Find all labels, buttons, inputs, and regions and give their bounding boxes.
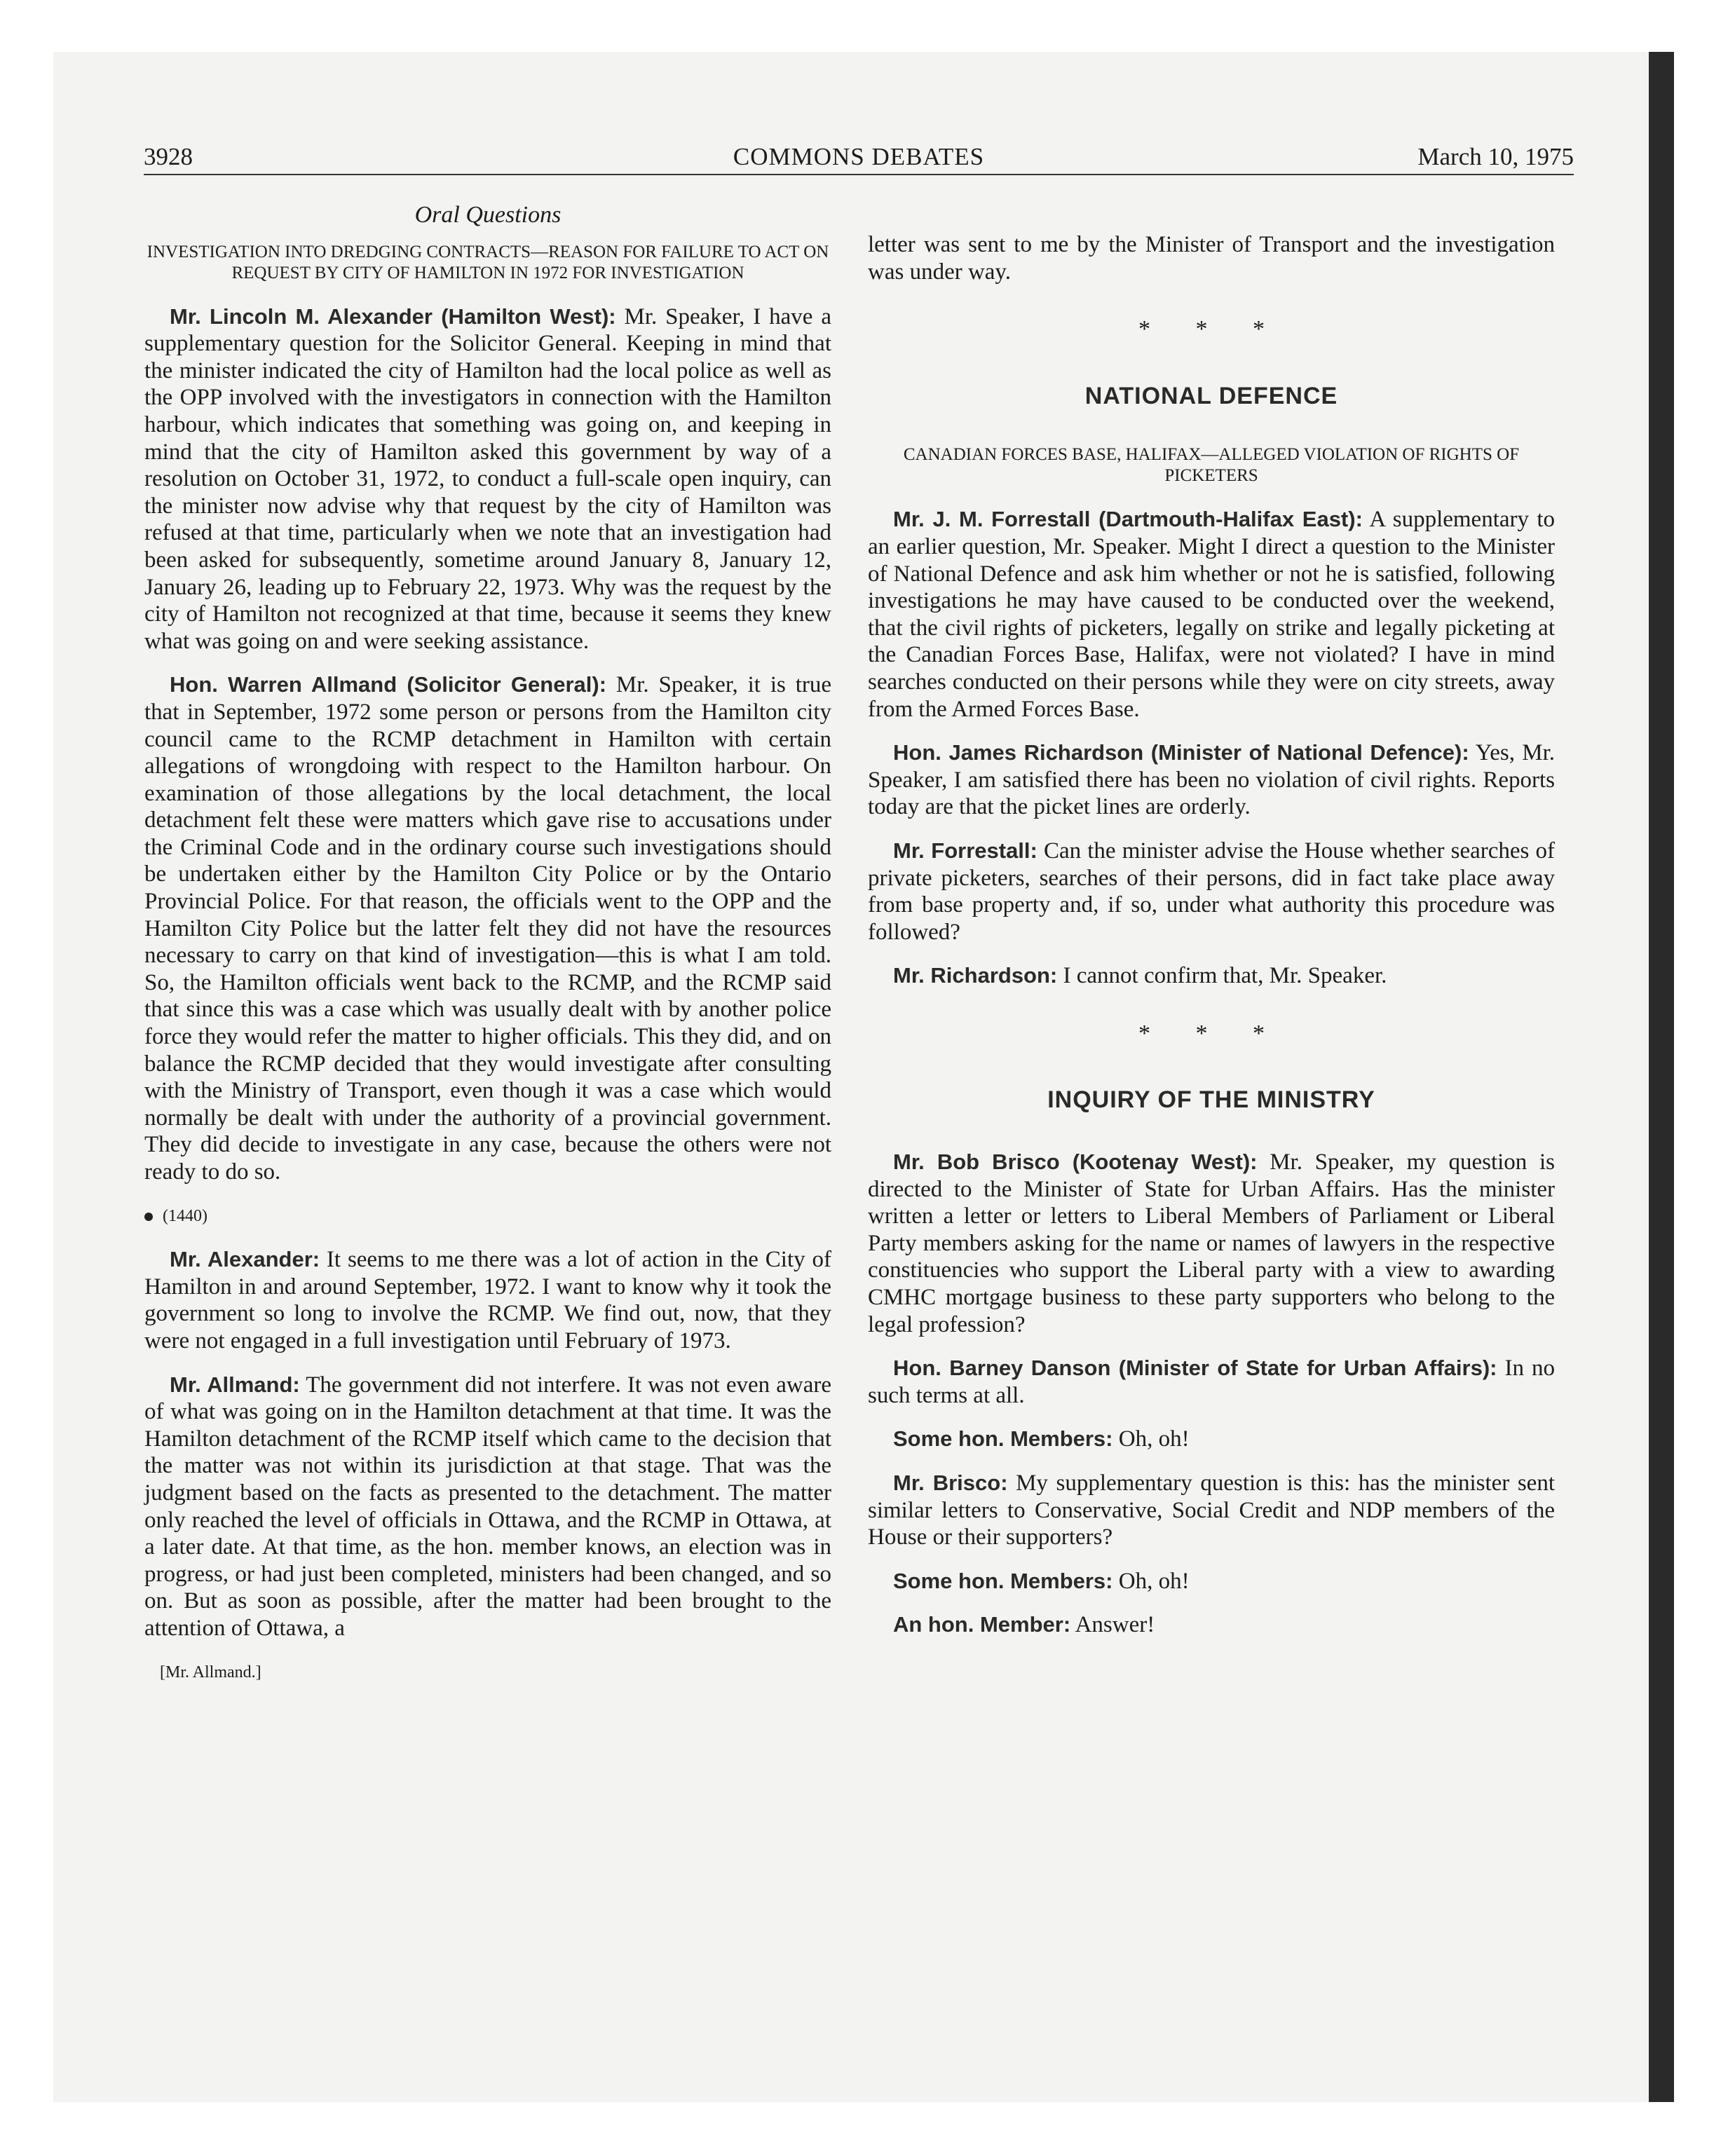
- speaker-name: Some hon. Members:: [893, 1568, 1113, 1593]
- speaker-name: An hon. Member:: [893, 1612, 1071, 1637]
- footnote: [Mr. Allmand.]: [160, 1663, 261, 1681]
- publication-title: COMMONS DEBATES: [733, 143, 985, 170]
- speech-text: It seems to me there was a lot of action in the City of Hamilton in and around September, 1972. I want to know why it took the government so long to involve the RCMP. We find out, now, that they were not engaged in a full investigation until February of 1973.: [144, 1247, 831, 1353]
- speaker-name: Some hon. Members:: [893, 1426, 1113, 1452]
- scan-edge-shadow: [1649, 52, 1674, 2102]
- left-column: [144, 202, 831, 1686]
- paragraph-richardson-1: [868, 739, 1555, 821]
- speech-text: In no such terms at all.: [868, 1356, 1555, 1408]
- page-date: March 10, 1975: [1417, 143, 1574, 170]
- speaker-name: Mr. Bob Brisco (Kootenay West):: [893, 1149, 1258, 1175]
- section-separator: * * *: [1138, 316, 1284, 343]
- speech-text: Mr. Speaker, my question is directed to the Minister of State for Urban Affairs. Has the minister written a letter or letters to Liberal Members of Parliament or Liberal Party members asking for the name or names of lawyers in the respective constituencies who support the Liberal party with a view to awarding CMHC mortgage business to these party supporters who belong to the legal profession?: [868, 1149, 1556, 1337]
- paragraph-richardson-2: [868, 962, 1555, 990]
- section-separator: * * *: [1138, 1020, 1284, 1046]
- speech-text: Oh, oh!: [1113, 1426, 1190, 1452]
- page-number: 3928: [144, 143, 193, 170]
- speaker-name: Mr. Forrestall:: [893, 838, 1037, 863]
- speech-text: Oh, oh!: [1113, 1568, 1190, 1594]
- speaker-name: Hon. Barney Danson (Minister of State for Urban Affairs):: [893, 1356, 1497, 1381]
- paragraph-members-2: [868, 1568, 1555, 1595]
- paragraph-member-answer: [868, 1611, 1555, 1639]
- speech-text: I cannot confirm that, Mr. Speaker.: [1057, 963, 1387, 989]
- speaker-name: Mr. Lincoln M. Alexander (Hamilton West):: [170, 303, 616, 329]
- paragraph-alexander-1: [144, 303, 831, 655]
- paragraph-danson: [868, 1355, 1555, 1409]
- speaker-name: Mr. Richardson:: [893, 963, 1058, 988]
- paragraph-alexander-2: [144, 1246, 831, 1354]
- section-label: Oral Questions: [414, 202, 562, 228]
- paragraph-brisco-1: [868, 1149, 1555, 1338]
- time-marker-text: (1440): [163, 1206, 207, 1225]
- speaker-name: Hon. Warren Allmand (Solicitor General):: [170, 672, 607, 697]
- speaker-name: Mr. Brisco:: [893, 1471, 1008, 1495]
- paragraph-allmand-2: [144, 1372, 831, 1642]
- bullet-icon: [144, 1213, 153, 1221]
- paragraph-continuation: letter was sent to me by the Minister of Transport and the investigation was under way.: [868, 232, 1555, 285]
- paragraph-members-1: [868, 1426, 1555, 1453]
- speaker-name: Hon. James Richardson (Minister of National Defence):: [893, 740, 1469, 765]
- heading-national-defence: NATIONAL DEFENCE: [1084, 382, 1338, 409]
- paragraph-brisco-2: [868, 1470, 1555, 1551]
- speech-text: Yes, Mr. Speaker, I am satisfied there has been no violation of civil rights. Reports today are that the picket lines are orderly.: [868, 740, 1555, 820]
- speech-text: A supplementary to an earlier question, Mr. Speaker. Might I direct a question to the Minister of National Defence and ask him whether or not he is satisfied, following investigations he may have caused to be conducted over the weekend, that the civil rights of picketers, legally on strike and legally picketing at the Canadian Forces Base, Halifax, were not violated? I have in mind searches conducted on their persons while they were on city streets, away from the Armed Forces Base.: [868, 507, 1555, 722]
- page-header: [144, 142, 1574, 175]
- subheading-dredging: INVESTIGATION INTO DREDGING CONTRACTS—REASON FOR FAILURE TO ACT ON REQUEST BY CITY OF HAMILTON IN 1972 FOR INVESTIGATION: [147, 242, 829, 282]
- speaker-name: Mr. Alexander:: [170, 1247, 320, 1272]
- speech-text: The government did not interfere. It was not even aware of what was going on in the Hamilton detachment at that time. It was the Hamilton detachment of the RCMP itself which came to the decision that the matter was not within its jurisdiction at that stage. That was the judgment based on the facts as presented to the detachment. The matter only reached the level of officials in Ottawa, and the RCMP in Ottawa, at a later date. At that time, as the hon. member knows, an election was in progress, or had just been completed, ministers had been changed, and so on. But as soon as possible, after the matter had been brought to the attention of Ottawa, a: [144, 1372, 831, 1641]
- time-marker: [144, 1203, 831, 1230]
- subheading-halifax: CANADIAN FORCES BASE, HALIFAX—ALLEGED VIOLATION OF RIGHTS OF PICKETERS: [903, 445, 1520, 486]
- paragraph-forrestall-1: [868, 506, 1555, 723]
- paragraph-forrestall-2: [868, 838, 1555, 946]
- speech-text: Mr. Speaker, it is true that in September, 1972 some person or persons from the Hamilton city council came to the RCMP detachment in Hamilton with certain allegations of wrongdoing with respect to the Hamilton harbour. On examination of those allegations by the local detachment, the local detachment felt these were matters which gave rise to accusations under the Criminal Code and in the ordinary course such investigations should be undertaken either by the Hamilton City Police or by the Ontario Provincial Police. For that reason, the officials went to the OPP and the Hamilton City Police but the latter felt they did not have the resources necessary to carry on that kind of investigation—this is what I am told. So, the Hamilton officials went back to the RCMP, and the RCMP said that since this was a case which was usually dealt with by another police force they would refer the matter to higher officials. This they did, and on balance the RCMP decided that they would investigate after consulting with the Ministry of Transport, even though it was a case which would normally be dealt with under the authority of a provincial government. They did decide to investigate in any case, because the others were not ready to do so.: [144, 672, 831, 1185]
- heading-inquiry-ministry: INQUIRY OF THE MINISTRY: [1047, 1086, 1375, 1114]
- paragraph-allmand-1: [144, 671, 831, 1185]
- speaker-name: Mr. J. M. Forrestall (Dartmouth-Halifax East):: [893, 507, 1363, 532]
- speech-text: Mr. Speaker, I have a supplementary question for the Solicitor General. Keeping in mind that the minister indicated the city of Hamilton had the local police as well as the OPP involved with the investigators in connection with the Hamilton harbour, which indicates that something was going on, and keeping in mind that the city of Hamilton asked this government by way of a resolution on October 31, 1972, to conduct a full-scale open inquiry, can the minister now advise why that request by the city of Hamilton was refused at that time, particularly when we note that an investigation had been asked for subsequently, sometime around January 8, January 12, January 26, leading up to February 22, 1973. Why was the request by the city of Hamilton not recognized at that time, because it seems they knew what was going on and were seeking assistance.: [144, 303, 831, 654]
- speech-text: My supplementary question is this: has the minister sent similar letters to Conservative, Social Credit and NDP members of the House or their supporters?: [868, 1471, 1555, 1550]
- speech-text: Can the minister advise the House whether searches of private picketers, searches of their persons, did in fact take place away from base property and, if so, under what authority this procedure was followed?: [868, 838, 1556, 945]
- speech-text: Answer!: [1070, 1612, 1155, 1638]
- speaker-name: Mr. Allmand:: [170, 1372, 300, 1397]
- right-column: [868, 231, 1555, 1656]
